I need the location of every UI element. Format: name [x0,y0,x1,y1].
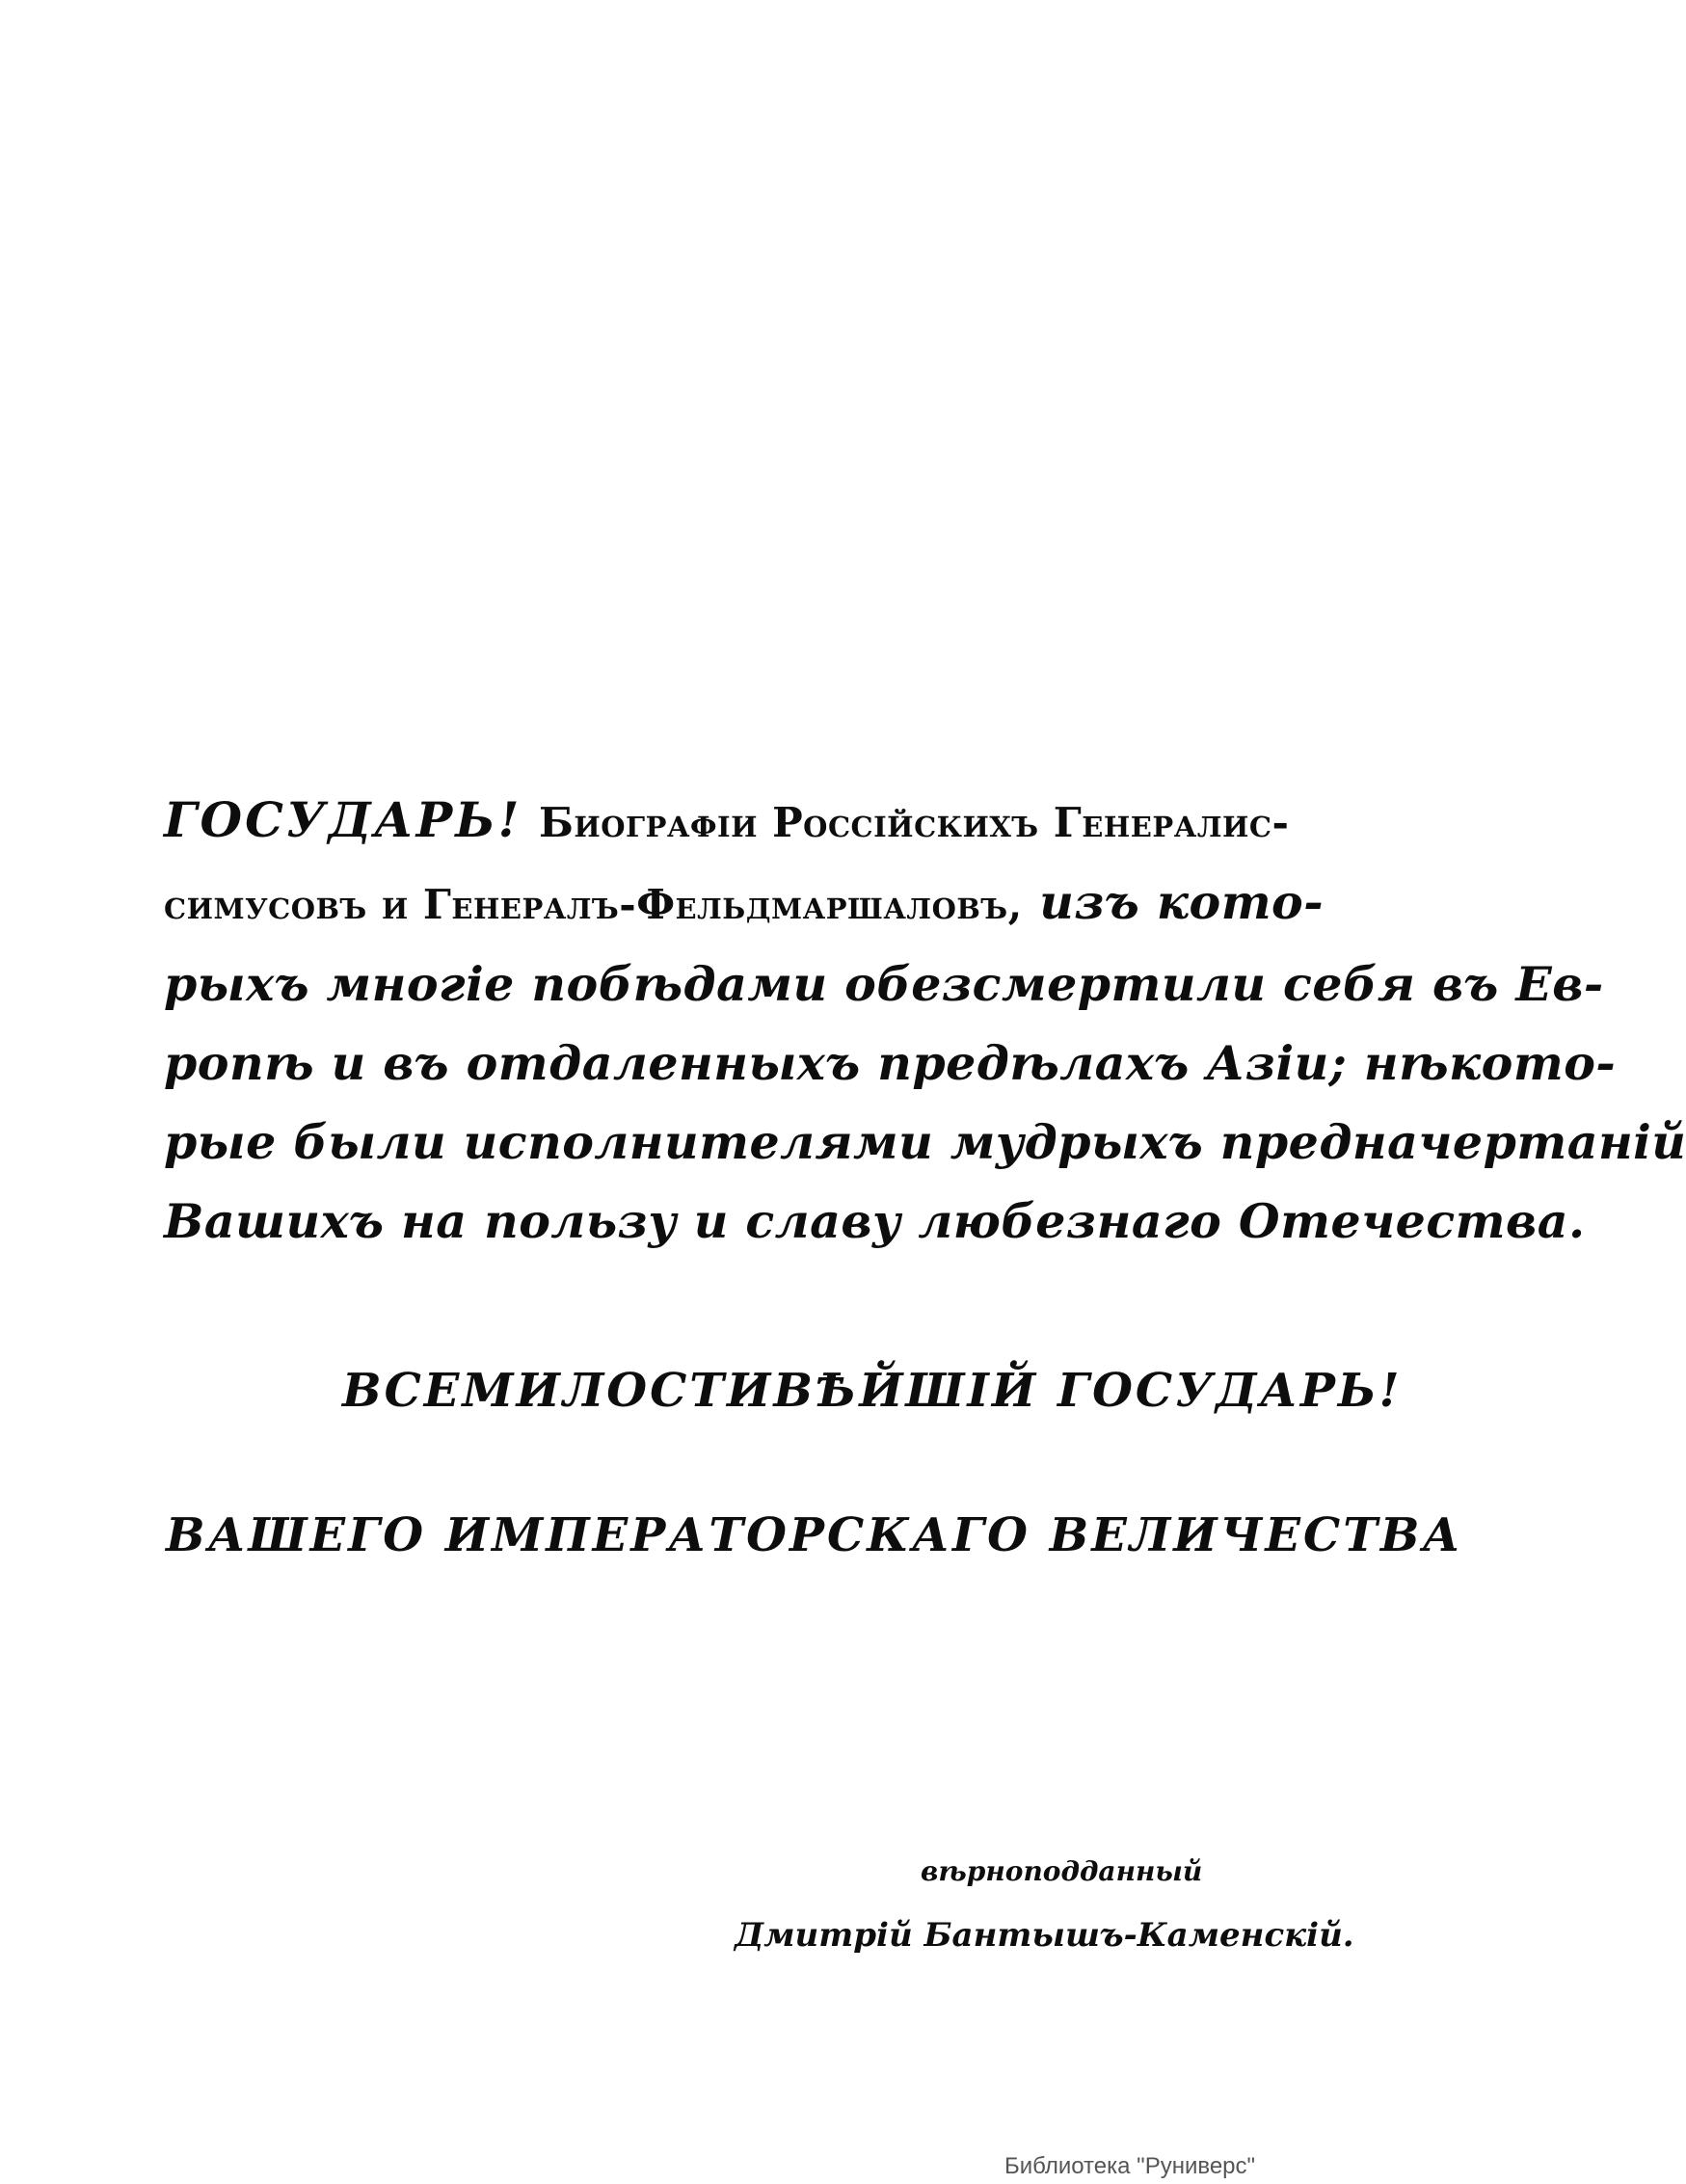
closing-subject: вѣрноподданный [921,1855,1203,1887]
salutation-heading: ВСЕМИЛОСТИВѢЙШІЙ ГОСУДАРЬ! [342,1364,1403,1418]
dedication-address: ГОСУДАРЬ! [164,791,522,848]
majesty-heading: ВАШЕГО ИМПЕРАТОРСКАГО ВЕЛИЧЕСТВА [166,1508,1463,1562]
dedication-line-5: рые были исполнителями мудрыхъ предначертаній [164,1114,1686,1170]
dedication-line-2-text: симусовъ и Генералъ-Фельдмаршаловъ, [164,881,1023,928]
dedication-line-4: ропѣ и въ отдаленныхъ предѣлахъ Азіи; нѣкото- [164,1035,1617,1091]
dedication-line-2-italic: изъ кото- [1039,874,1325,930]
library-watermark: Библиотека "Руниверс" [1004,2153,1256,2179]
dedication-line-1 [164,781,1290,863]
dedication-line-3: рыхъ многіе побѣдами обезсмертили себя въ Ев- [164,956,1604,1012]
dedication-line-2 [164,863,1325,945]
dedication-paragraph [164,781,1686,1261]
dedication-line-6: Вашихъ на пользу и славу любезнаго Отечества. [164,1193,1586,1249]
dedication-line-1-text: Биографіи Россійскихъ Генералис- [539,799,1290,846]
closing-signature: Дмитрій Бантышъ-Каменскій. [735,1916,1354,1955]
